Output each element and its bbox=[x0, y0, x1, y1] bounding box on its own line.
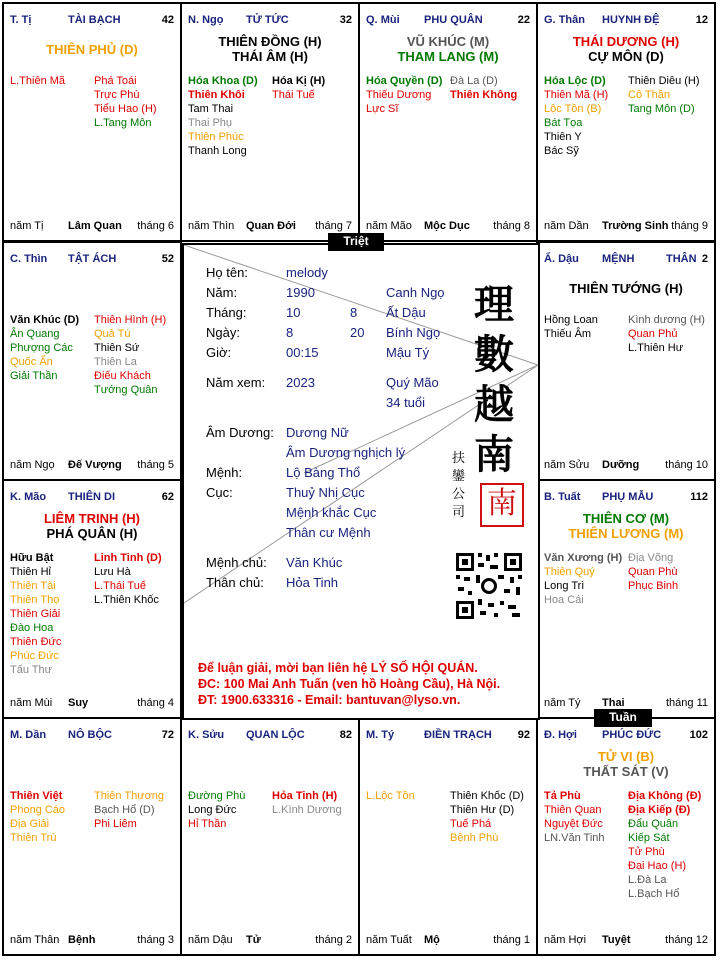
palace-name: PHỤ MẪU bbox=[602, 491, 654, 503]
year-value: 1990 bbox=[286, 285, 315, 300]
palace-month: tháng 12 bbox=[665, 934, 708, 946]
minor-star: Văn Xương (H) bbox=[544, 552, 623, 564]
minor-star: Thiên Tài bbox=[10, 580, 56, 592]
amduong-label: Âm Dương: bbox=[206, 425, 274, 440]
minor-star: Địa Võng bbox=[628, 552, 674, 564]
palace-position: B. Tuất bbox=[544, 491, 581, 503]
triet-marker: Triệt bbox=[328, 233, 384, 251]
tuan-marker: Tuần bbox=[594, 709, 652, 727]
minor-star: Đà La (D) bbox=[450, 75, 498, 87]
menhchu-label: Mệnh chủ: bbox=[206, 555, 267, 570]
minor-star: Quan Phủ bbox=[628, 328, 678, 340]
palace-cell-ty[interactable] bbox=[358, 717, 538, 956]
view-year-can-chi: Quý Mão bbox=[386, 375, 439, 390]
palace-position: Q. Mùi bbox=[366, 14, 400, 26]
than-palace-name: THÂN bbox=[666, 253, 697, 265]
minor-star: Đại Hao (H) bbox=[628, 860, 687, 872]
main-star: LIÊM TRINH (H) bbox=[43, 511, 141, 526]
minor-star: Lực Sĩ bbox=[366, 103, 399, 115]
contact-line-1: Để luận giải, mời bạn liên hệ LÝ SỐ HỘI QUÁN. bbox=[198, 661, 478, 675]
palace-name: MỆNH bbox=[602, 253, 635, 265]
palace-name: TỬ TỨC bbox=[246, 14, 289, 26]
palace-position: K. Sửu bbox=[188, 729, 225, 741]
palace-month: tháng 10 bbox=[665, 459, 708, 471]
palace-age-number: 52 bbox=[161, 253, 174, 265]
minor-star: L.Thái Tuế bbox=[94, 580, 146, 592]
minor-star: Nguyệt Đức bbox=[544, 818, 603, 830]
palace-name: ĐIỀN TRẠCH bbox=[424, 729, 492, 741]
age-value: 34 tuổi bbox=[386, 395, 426, 410]
minor-star: Tiểu Hao (H) bbox=[94, 103, 157, 115]
contact-phone-email: ĐT: 1900.633316 - Email: bantuvan@lyso.vn. bbox=[198, 693, 461, 707]
minor-star: Thái Tuế bbox=[272, 89, 315, 101]
minor-star: Thiên Thọ bbox=[10, 594, 60, 606]
minor-star: Phá Toái bbox=[94, 75, 137, 87]
minor-star: Thanh Long bbox=[188, 145, 247, 157]
minor-star: Thiên Hỉ bbox=[10, 566, 51, 578]
minor-star: Thiên Đức bbox=[10, 636, 62, 648]
palace-age-number: 72 bbox=[161, 729, 174, 741]
palace-cell-dan[interactable] bbox=[2, 717, 182, 956]
amduong-value: Dương Nữ bbox=[286, 425, 349, 440]
minor-star: Thiên Diêu (H) bbox=[628, 75, 700, 87]
cuc-value: Thuỷ Nhị Cục bbox=[286, 485, 365, 500]
hour-value: 00:15 bbox=[286, 345, 319, 360]
minor-star: Tử Phù bbox=[628, 846, 665, 858]
palace-year: năm Ngọ bbox=[10, 459, 55, 471]
minor-star: Kình dương (H) bbox=[628, 314, 705, 326]
amduong-note: Âm Dương nghịch lý bbox=[286, 445, 406, 460]
palace-cell-mui[interactable] bbox=[358, 2, 538, 242]
palace-position: M. Tý bbox=[366, 729, 395, 741]
minor-star: Bát Tọa bbox=[544, 117, 583, 129]
minor-star: Thiếu Dương bbox=[366, 89, 432, 101]
menh-value: Lộ Bàng Thổ bbox=[286, 465, 361, 480]
month-label: Tháng: bbox=[206, 305, 247, 320]
palace-age-number: 32 bbox=[339, 14, 352, 26]
palace-year: năm Mùi bbox=[10, 697, 53, 709]
minor-star: Thiên Không bbox=[450, 89, 518, 101]
main-star: TỬ VI (B) bbox=[597, 749, 655, 764]
minor-star: Hữu Bật bbox=[10, 552, 54, 564]
life-stage: Dưỡng bbox=[602, 459, 640, 471]
palace-age-number: 102 bbox=[689, 729, 708, 741]
minor-star: Phi Liêm bbox=[94, 818, 137, 830]
minor-star: Hóa Kị (H) bbox=[272, 75, 326, 87]
palace-position: K. Mão bbox=[10, 491, 47, 503]
minor-star: Thiên Phúc bbox=[188, 131, 244, 143]
calligraphy-char-1: 理 bbox=[474, 281, 514, 328]
palace-position: T. Tị bbox=[10, 14, 32, 26]
minor-star: Thiên Quan bbox=[544, 804, 602, 816]
main-star: THIÊN CƠ (M) bbox=[582, 511, 670, 526]
minor-star: Tam Thai bbox=[188, 103, 234, 115]
minor-star: Thiên Trù bbox=[10, 832, 57, 844]
name-value: melody bbox=[286, 265, 328, 280]
minor-star: Quốc Ấn bbox=[10, 356, 53, 368]
minor-star: Hỉ Thần bbox=[188, 818, 227, 830]
minor-star: Ân Quang bbox=[10, 328, 60, 340]
minor-star: Đẩu Quân bbox=[628, 818, 679, 830]
palace-year: năm Tý bbox=[544, 697, 581, 709]
name-label: Họ tên: bbox=[206, 265, 248, 280]
minor-star: Phục Binh bbox=[628, 580, 679, 592]
palace-age-number: 92 bbox=[517, 729, 530, 741]
center-info-panel bbox=[182, 243, 540, 720]
main-star: THIÊN PHỦ (D) bbox=[46, 42, 138, 57]
palace-age-number: 12 bbox=[695, 14, 708, 26]
calligraphy-char-2: 數 bbox=[474, 331, 514, 378]
minor-star: Hỏa Tinh (H) bbox=[272, 790, 338, 802]
palace-position: G. Thân bbox=[544, 14, 585, 26]
month-solar: 10 bbox=[286, 305, 301, 320]
minor-star: LN.Văn Tinh bbox=[544, 832, 605, 844]
palace-position: Đ. Hợi bbox=[544, 729, 577, 741]
day-solar: 8 bbox=[286, 325, 294, 340]
qr-code[interactable] bbox=[454, 551, 524, 621]
minor-star: Đường Phù bbox=[188, 790, 246, 802]
minor-star: Văn Khúc (D) bbox=[10, 314, 80, 326]
palace-year: năm Dần bbox=[544, 220, 589, 232]
minor-star: Điếu Khách bbox=[94, 370, 151, 382]
life-stage: Lâm Quan bbox=[68, 220, 122, 232]
minor-star: Linh Tinh (D) bbox=[94, 552, 162, 564]
minor-star: Hồng Loan bbox=[544, 314, 598, 326]
minor-star: Địa Giải bbox=[10, 818, 50, 830]
calligraphy-char-3: 越 bbox=[474, 381, 514, 428]
cuc-label: Cục: bbox=[206, 485, 233, 500]
main-star: VŨ KHÚC (M) bbox=[406, 34, 490, 49]
view-year-label: Năm xem: bbox=[206, 375, 266, 390]
palace-cell-tuat[interactable] bbox=[536, 479, 716, 719]
minor-star: L.Kình Dương bbox=[272, 804, 342, 816]
palace-year: năm Dậu bbox=[188, 934, 233, 946]
minor-star: Thiên Thương bbox=[94, 790, 165, 802]
minor-star: Cô Thần bbox=[628, 89, 670, 101]
palace-name: TẬT ÁCH bbox=[68, 253, 117, 265]
palace-month: tháng 6 bbox=[137, 220, 174, 232]
palace-cell-ngo[interactable] bbox=[180, 2, 360, 242]
minor-star: Kiếp Sát bbox=[628, 832, 670, 844]
life-stage: Mộc Dục bbox=[424, 220, 470, 232]
minor-star: Thiên Mã (H) bbox=[544, 89, 609, 101]
palace-month: tháng 2 bbox=[315, 934, 352, 946]
main-star: THIÊN ĐỒNG (H) bbox=[218, 34, 322, 49]
palace-cell-dau[interactable] bbox=[536, 241, 716, 481]
minor-star: Thai Phụ bbox=[188, 117, 233, 129]
main-star: THÁI ÂM (H) bbox=[232, 49, 308, 64]
minor-star: Bệnh Phù bbox=[450, 832, 499, 844]
minor-star: L.Thiên Hư bbox=[628, 342, 684, 354]
palace-month: tháng 9 bbox=[671, 220, 708, 232]
menhchu-value: Văn Khúc bbox=[286, 555, 343, 570]
minor-star: Thiên Giải bbox=[10, 608, 61, 620]
minor-star: Lưu Hà bbox=[94, 566, 131, 578]
menh-label: Mệnh: bbox=[206, 465, 243, 480]
palace-position: M. Dần bbox=[10, 729, 47, 741]
palace-name: QUAN LỘC bbox=[246, 729, 305, 741]
minor-star: L.Đà La bbox=[628, 874, 667, 886]
minor-star: Thiên Khốc (D) bbox=[450, 790, 524, 802]
palace-name: PHÚC ĐỨC bbox=[602, 729, 662, 741]
calligraphy-char-4: 南 bbox=[474, 431, 514, 478]
main-star: THAM LANG (M) bbox=[397, 49, 499, 64]
than-position: Thân cư Mệnh bbox=[286, 525, 371, 540]
minor-star: Thiên Quý bbox=[544, 566, 595, 578]
year-can-chi: Canh Ngọ bbox=[386, 285, 445, 300]
palace-age-number: 2 bbox=[701, 253, 708, 265]
palace-age-number: 42 bbox=[161, 14, 174, 26]
hour-label: Giờ: bbox=[206, 345, 232, 360]
palace-age-number: 112 bbox=[690, 491, 708, 503]
minor-star: Trực Phù bbox=[94, 89, 140, 101]
thanchu-label: Thân chủ: bbox=[206, 575, 264, 590]
minor-star: Đào Hoa bbox=[10, 622, 54, 634]
palace-month: tháng 4 bbox=[137, 697, 174, 709]
minor-star: Thiên Khôi bbox=[188, 89, 245, 101]
palace-name: HUYNH ĐỆ bbox=[602, 14, 660, 26]
palace-age-number: 22 bbox=[517, 14, 530, 26]
view-year-value: 2023 bbox=[286, 375, 315, 390]
palace-year: năm Thìn bbox=[188, 220, 235, 232]
thanchu-value: Hỏa Tinh bbox=[286, 575, 339, 590]
month-can-chi: Ất Dậu bbox=[386, 305, 426, 320]
life-stage: Thai bbox=[602, 697, 625, 709]
life-stage: Trường Sinh bbox=[602, 220, 669, 232]
palace-month: tháng 5 bbox=[137, 459, 174, 471]
day-can-chi: Bính Ngọ bbox=[386, 325, 441, 340]
palace-name: THIÊN DI bbox=[68, 491, 116, 503]
minor-star: Bạch Hổ (D) bbox=[94, 804, 155, 816]
palace-position: Ấ. Dậu bbox=[544, 253, 579, 265]
minor-star: Hóa Lộc (D) bbox=[544, 75, 606, 87]
palace-year: năm Thân bbox=[10, 934, 60, 946]
side-text: 扶 鑾 公 司 bbox=[452, 451, 466, 520]
palace-cell-thin[interactable] bbox=[2, 241, 182, 481]
day-lunar: 20 bbox=[350, 325, 365, 340]
year-label: Năm: bbox=[206, 285, 238, 300]
palace-age-number: 62 bbox=[161, 491, 174, 503]
minor-star: Thiên Việt bbox=[10, 790, 63, 802]
minor-star: Long Trì bbox=[544, 580, 585, 592]
hour-can-chi: Mậu Tý bbox=[386, 345, 430, 360]
minor-star: Hoa Cái bbox=[544, 594, 584, 606]
minor-star: Tả Phù bbox=[544, 790, 581, 802]
minor-star: L.Lộc Tồn bbox=[366, 790, 415, 802]
palace-cell-than[interactable] bbox=[536, 2, 716, 242]
contact-address: ĐC: 100 Mai Anh Tuấn (ven hồ Hoàng Cầu), Hà Nội. bbox=[198, 677, 501, 691]
minor-star: L.Thiên Khốc bbox=[94, 594, 159, 606]
palace-position: N. Ngọ bbox=[188, 14, 224, 26]
palace-cell-mao[interactable] bbox=[2, 479, 182, 719]
palace-year: năm Tuất bbox=[366, 934, 412, 946]
life-stage: Suy bbox=[68, 697, 89, 709]
main-star: THIÊN LƯƠNG (M) bbox=[568, 526, 684, 541]
minor-star: Phượng Các bbox=[10, 342, 73, 354]
palace-name: TÀI BẠCH bbox=[68, 14, 121, 26]
palace-cell-suu[interactable] bbox=[180, 717, 360, 956]
minor-star: Thiên Hình (H) bbox=[94, 314, 167, 326]
palace-year: năm Mão bbox=[366, 220, 412, 232]
minor-star: Tướng Quân bbox=[94, 384, 158, 396]
minor-star: Địa Không (Đ) bbox=[628, 790, 702, 802]
minor-star: Hóa Quyền (D) bbox=[366, 75, 443, 87]
life-stage: Mộ bbox=[424, 934, 440, 946]
minor-star: Bác Sỹ bbox=[544, 145, 579, 157]
minor-star: Phong Cáo bbox=[10, 804, 66, 816]
cuc-relation: Mệnh khắc Cục bbox=[286, 505, 377, 520]
palace-month: tháng 1 bbox=[493, 934, 530, 946]
minor-star: L.Tang Môn bbox=[94, 117, 152, 129]
minor-star: Tuế Phá bbox=[450, 818, 492, 830]
palace-month: tháng 7 bbox=[315, 220, 352, 232]
palace-cell-ti[interactable] bbox=[2, 2, 182, 242]
palace-month: tháng 8 bbox=[493, 220, 530, 232]
minor-star: Lộc Tồn (B) bbox=[544, 103, 602, 115]
palace-name: NÔ BỘC bbox=[68, 729, 112, 741]
minor-star: Thiên Hư (D) bbox=[450, 804, 515, 816]
life-stage: Quan Đới bbox=[246, 220, 296, 232]
palace-month: tháng 11 bbox=[665, 697, 708, 709]
minor-star: Quan Phù bbox=[628, 566, 678, 578]
palace-name: PHU QUÂN bbox=[424, 14, 483, 26]
minor-star: Tấu Thư bbox=[10, 664, 53, 676]
horoscope-chart bbox=[2, 2, 716, 956]
life-stage: Tuyệt bbox=[602, 934, 631, 946]
minor-star: Long Đức bbox=[188, 804, 237, 816]
red-seal-stamp: 南 bbox=[480, 483, 524, 527]
life-stage: Bệnh bbox=[68, 934, 96, 946]
main-star: CỰ MÔN (D) bbox=[588, 49, 664, 64]
minor-star: Tang Môn (D) bbox=[628, 103, 695, 115]
main-star: PHÁ QUÂN (H) bbox=[46, 526, 138, 541]
minor-star: Hóa Khoa (D) bbox=[188, 75, 258, 87]
minor-star: Phúc Đức bbox=[10, 650, 59, 662]
minor-star: Thiên Sứ bbox=[94, 342, 140, 354]
palace-month: tháng 3 bbox=[137, 934, 174, 946]
minor-star: L.Thiên Mã bbox=[10, 75, 66, 87]
main-star: THÁI DƯƠNG (H) bbox=[572, 34, 680, 49]
minor-star: Thiên La bbox=[94, 356, 137, 368]
life-stage: Đế Vượng bbox=[68, 459, 122, 471]
minor-star: Thiếu Âm bbox=[544, 328, 592, 340]
palace-age-number: 82 bbox=[339, 729, 352, 741]
palace-year: năm Tị bbox=[10, 220, 44, 232]
palace-year: năm Sửu bbox=[544, 459, 590, 471]
minor-star: L.Bạch Hổ bbox=[628, 888, 680, 900]
palace-position: C. Thìn bbox=[10, 253, 48, 265]
minor-star: Quả Tú bbox=[94, 328, 131, 340]
minor-star: Thiên Y bbox=[544, 131, 582, 143]
main-star: THẤT SÁT (V) bbox=[583, 764, 669, 779]
minor-star: Giải Thần bbox=[10, 370, 58, 382]
main-star: THIÊN TƯỚNG (H) bbox=[569, 281, 683, 296]
palace-year: năm Hợi bbox=[544, 934, 587, 946]
palace-cell-hoi[interactable] bbox=[536, 717, 716, 956]
life-stage: Tử bbox=[246, 934, 261, 946]
month-lunar: 8 bbox=[350, 305, 358, 320]
minor-star: Địa Kiếp (Đ) bbox=[628, 804, 691, 816]
day-label: Ngày: bbox=[206, 325, 240, 340]
